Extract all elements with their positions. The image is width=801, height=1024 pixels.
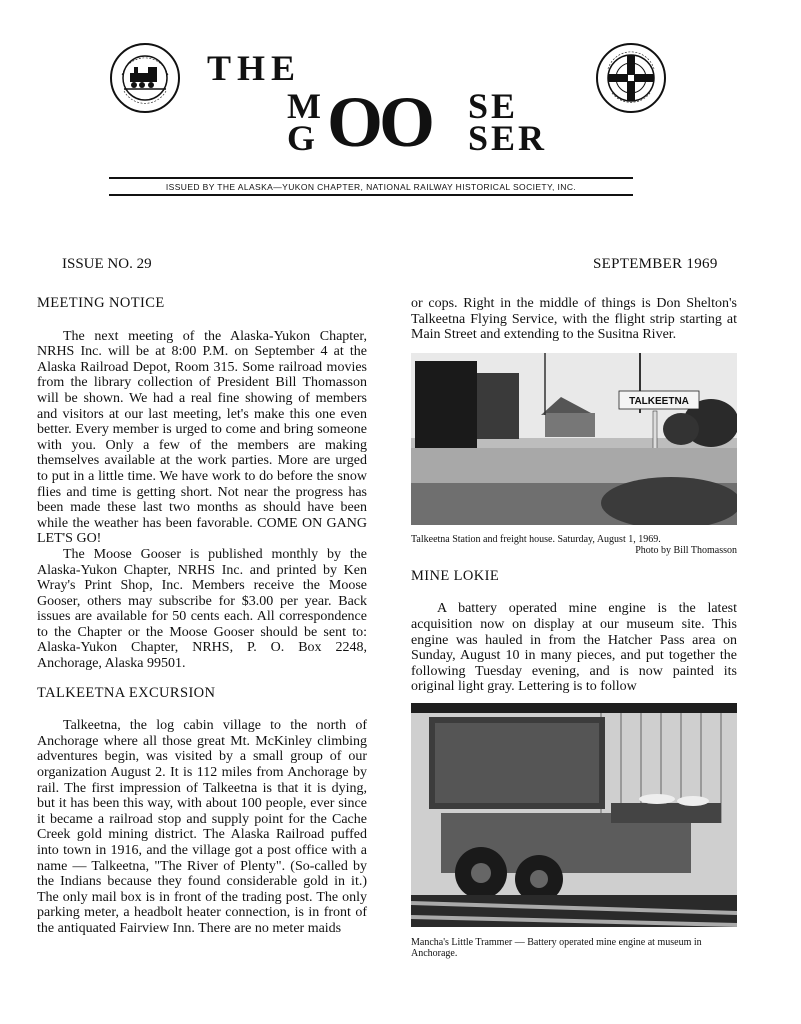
station-sign-text: TALKEETNA xyxy=(629,395,689,407)
masthead-title-the: THE xyxy=(207,48,302,88)
meeting-notice-paragraph: The next meeting of the Alaska-Yukon Chapter, NRHS Inc. will be at 8:00 P.M. on September 4 at the Alaska Railroad Depot, Room 315. Some railroad movies from the library collection of President Bill Thomasson will be shown. We had a real fine showing of members and visitors at our last meeting, let's make this one even better. Every member is urged to come and bring someone with you. Only a few of the members are making themselves available at the work parties. More are urged to put in a little time. We have work to do before the snow flies and time is getting short. Not near the progress has been made these last two months as should have been while the weather has been favorable. COME ON GANG LET'S GO! xyxy=(37,328,367,547)
masthead-subtitle: ISSUED BY THE ALASKA—YUKON CHAPTER, NATIONAL RAILWAY HISTORICAL SOCIETY, INC. xyxy=(165,182,577,192)
mine-lokie-paragraph: A battery operated mine engine is the latest acquisition now on display at our museum site. This engine was hauled in from the Hatcher Pass area on Sunday, August 10 in many pieces, and put together the following Tuesday evening, and is now painted its original light gray. Lettering is to follow xyxy=(411,601,737,695)
issue-number: ISSUE NO. 29 xyxy=(62,256,152,272)
mine-engine-photo xyxy=(411,703,737,927)
mine-photo-caption: Mancha's Little Trammer — Battery operated mine engine at museum in Anchorage. xyxy=(411,936,702,960)
talkeetna-station-photo xyxy=(411,353,737,525)
nrhs-seal-logo xyxy=(110,43,180,113)
masthead-rule-bottom xyxy=(109,194,633,196)
masthead-title-ser: SER xyxy=(468,118,548,158)
masthead-title-oo: OO xyxy=(327,82,432,162)
talkeetna-excursion-heading: TALKEETNA EXCURSION xyxy=(37,684,216,701)
left-column xyxy=(37,296,367,937)
issue-date: SEPTEMBER 1969 xyxy=(593,256,718,272)
right-column xyxy=(411,296,737,960)
talkeetna-paragraph: Talkeetna, the log cabin village to the north of Anchorage where all those great Mt. McKinley climbing adventures begin, was visited by a small group of our organization August 2. It is 112 miles from Anchorage by rail. The first impression of Talkeetna is that it is dying, but it has been this way, with about 100 people, ever since it became a railroad stop and supply point for the Cache Creek gold mining district. The Alaska Railroad puffed into town in 1916, and the village got a post office with a name — Talkeetna, "The River of Plenty". (So-called by the Indians because they found considerable gold in it.) The only mail box is in front of the trading post. The only parking meter, a headbolt heater connection, is in front of the antiquated Fairview Inn. There are no meter maids xyxy=(37,718,367,936)
alaska-southern-rr-logo xyxy=(596,43,666,113)
masthead-title-g: G xyxy=(287,118,316,158)
masthead-title-m: M xyxy=(287,86,321,126)
masthead-title-se: SE xyxy=(468,86,519,126)
meeting-notice-heading: MEETING NOTICE xyxy=(37,295,165,311)
caption-line-1: Talkeetna Station and freight house. Saturday, August 1, 1969. xyxy=(411,533,661,545)
masthead-rule-top xyxy=(109,177,633,179)
talkeetna-paragraph-continued: or cops. Right in the middle of things is Don Shelton's Talkeetna Flying Service, with the flight strip starting at Main Street and extending to the Susitna River. xyxy=(411,296,737,343)
mine-lokie-heading: MINE LOKIE xyxy=(411,567,500,584)
caption-photo-credit: Photo by Bill Thomasson xyxy=(635,545,737,557)
publication-info-paragraph: The Moose Gooser is published monthly by the Alaska-Yukon Chapter, NRHS Inc. and printed by Ken Wray's Print Shop, Inc. Members receive the Moose Gooser, others may subscribe for $3.00 per year. Back issues are available for 50 cents each. All correspondence to the Chapter or the Moose Gooser should be sent to: Alaska-Yukon Chapter, NRHS, P. O. Box 2248, Anchorage, Alaska 99501. xyxy=(37,546,367,672)
talkeetna-photo-caption xyxy=(411,534,737,557)
